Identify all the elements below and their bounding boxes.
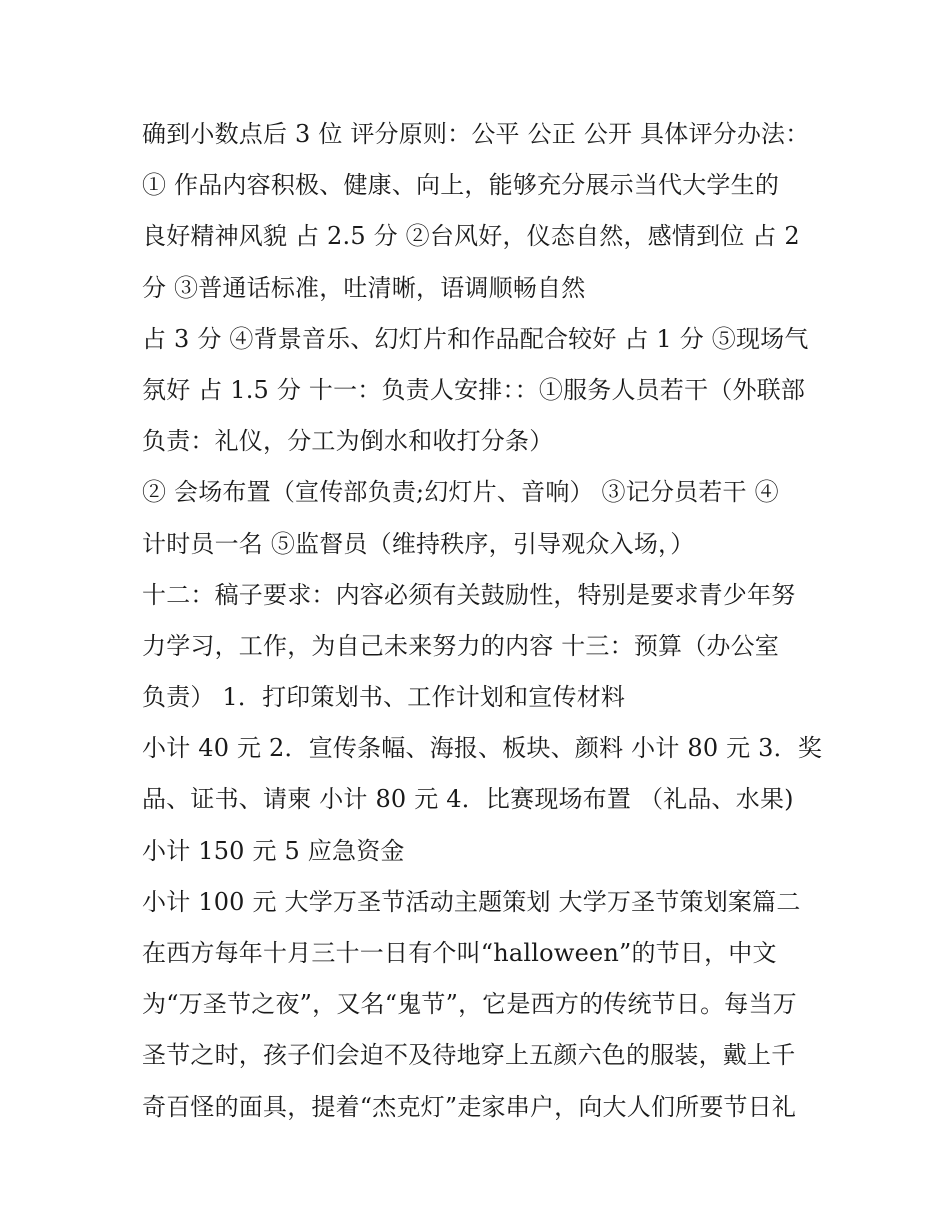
text-line: 良好精神风貌 占 2.5 分 ②台风好，仪态自然，感情到位 占 2 — [142, 222, 800, 251]
text-line: 十二：稿子要求：内容必须有关鼓励性，特别是要求青少年努 — [142, 580, 796, 609]
text-line: ② 会场布置（宣传部负责;幻灯片、音响） ③记分员若干 ④ — [142, 478, 779, 507]
text-line: 圣节之时，孩子们会迫不及待地穿上五颜六色的服装，戴上千 — [142, 1041, 796, 1070]
text-line: 氛好 占 1.5 分 十一：负责人安排：：①服务人员若干（外联部 — [142, 375, 806, 404]
text-line: 负责：礼仪，分工为倒水和收打分条） — [142, 427, 554, 456]
text-line: 奇百怪的面具，提着“杰克灯”走家串户，向大人们所要节日礼 — [142, 1092, 797, 1121]
text-line: 品、证书、请柬 小计 80 元 4．比赛现场布置 （礼品、水果) — [142, 785, 794, 814]
text-line: ① 作品内容积极、健康、向上，能够充分展示当代大学生的 — [142, 171, 780, 200]
text-line: 小计 40 元 2．宣传条幅、海报、板块、颜料 小计 80 元 3．奖 — [142, 734, 823, 763]
text-line: 在西方每年十月三十一日有个叫“halloween”的节日，中文 — [142, 939, 777, 967]
text-line: 小计 100 元 大学万圣节活动主题策划 大学万圣节策划案篇二 — [142, 887, 801, 916]
text-line: 分 ③普通话标准，吐清晰，语调顺畅自然 — [142, 273, 586, 302]
text-line: 计时员一名 ⑤监督员（维持秩序，引导观众入场，） — [142, 529, 695, 558]
document-body — [142, 109, 832, 1133]
text-line: 小计 150 元 5 应急资金 — [142, 836, 405, 865]
text-line: 确到小数点后 3 位 评分原则：公平 公正 公开 具体评分办法： — [142, 120, 810, 148]
text-line: 负责） 1．打印策划书、工作计划和宣传材料 — [142, 683, 626, 712]
text-line: 力学习，工作，为自己未来努力的内容 十三：预算（办公室 — [142, 631, 780, 660]
text-line: 为“万圣节之夜”，又名“鬼节”，它是西方的传统节日。每当万 — [142, 990, 797, 1019]
text-line: 占 3 分 ④背景音乐、幻灯片和作品配合较好 占 1 分 ⑤现场气 — [142, 324, 809, 353]
